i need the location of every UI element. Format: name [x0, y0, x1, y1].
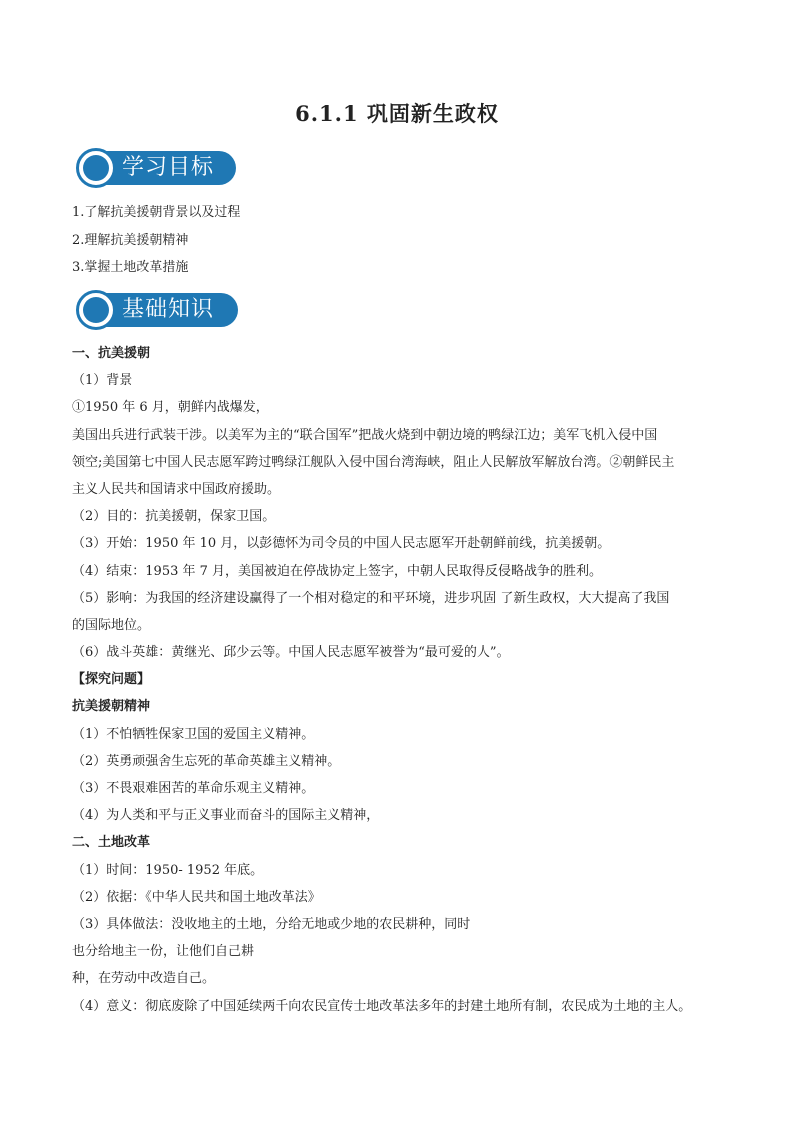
banner-label-knowledge: 基础知识: [122, 297, 215, 322]
section-heading: 【探究问题】: [72, 672, 151, 688]
text-line: （5）影响：为我国的经济建设赢得了一个相对稳定的和平环境，进步巩固 了新生政权，大大提高了我国: [72, 590, 670, 606]
text-line: ①1950 年 6 月，朝鲜内战爆发，: [72, 400, 269, 416]
text-line: （1）时间：1950- 1952 年底。: [72, 862, 264, 878]
section-heading: 二、土地改革: [72, 835, 151, 851]
text-line: 的国际地位。: [72, 617, 151, 633]
banner-label-goals: 学习目标: [122, 155, 215, 180]
goal-item: 3.掌握土地改革措施: [72, 260, 189, 275]
text-line: （4）意义：彻底废除了中国延续两千向农民宣传士地改革法多年的封建土地所有制，农民成为土地的主人。: [72, 998, 692, 1014]
text-line: （1）背景: [72, 373, 133, 389]
section-banner-goals: [76, 148, 236, 188]
section-banner-knowledge: [76, 290, 238, 330]
goals-list: [72, 203, 240, 286]
goal-item: 1.了解抗美援朝背景以及过程: [72, 205, 241, 220]
text-line: 种，在劳动中改造自己。: [72, 971, 216, 987]
text-line: 主义人民共和国请求中国政府援助。: [72, 481, 281, 497]
text-line: （3）具体做法：没收地主的土地，分给无地或少地的农民耕种，同时: [72, 916, 471, 932]
text-line: （6）战斗英雄：黄继光、邱少云等。中国人民志愿军被誉为“最可爱的人”。: [72, 645, 510, 661]
knowledge-content: [72, 344, 732, 1024]
text-line: （2）英勇顽强舍生忘死的革命英雄主义精神。: [72, 753, 341, 769]
text-line: 领空;美国第七中国人民志愿军跨过鸭绿江舰队入侵中国台湾海峡，阻止人民解放军解放台湾。②朝鲜民主: [72, 454, 675, 470]
text-line: （2）目的：抗美援朝，保家卫国。: [72, 509, 276, 525]
section-heading: 抗美援朝精神: [72, 699, 151, 715]
text-line: （3）不畏艰难困苦的革命乐观主义精神。: [72, 781, 315, 796]
text-line: （4）结束：1953 年 7 月，美国被迫在停战协定上签字，中朝人民取得反侵略战争的胜利。: [72, 563, 603, 579]
page-title: 6.1.1 巩固新生政权: [295, 101, 499, 126]
documents-icon: [76, 290, 116, 330]
clipboard-icon: [76, 148, 116, 188]
text-line: （1）不怕牺牲保家卫国的爱国主义精神。: [72, 726, 315, 742]
text-line: 美国出兵进行武装干涉。以美军为主的“联合国军”把战火烧到中朝边境的鸭绿江边；美军飞机入侵中国: [72, 427, 658, 443]
text-line: （4）为人类和平与正义事业而奋斗的国际主义精神，: [72, 808, 380, 824]
text-line: 也分给地主一份，让他们自己耕: [72, 944, 255, 960]
goal-item: 2.理解抗美援朝精神: [72, 232, 189, 248]
text-line: （2）依据：《中华人民共和国土地改革法》: [72, 889, 321, 905]
text-line: （3）开始：1950 年 10 月，以彭德怀为司令员的中国人民志愿军开赴朝鲜前线，抗美援朝。: [72, 536, 611, 552]
section-heading: 一、抗美援朝: [72, 346, 151, 361]
